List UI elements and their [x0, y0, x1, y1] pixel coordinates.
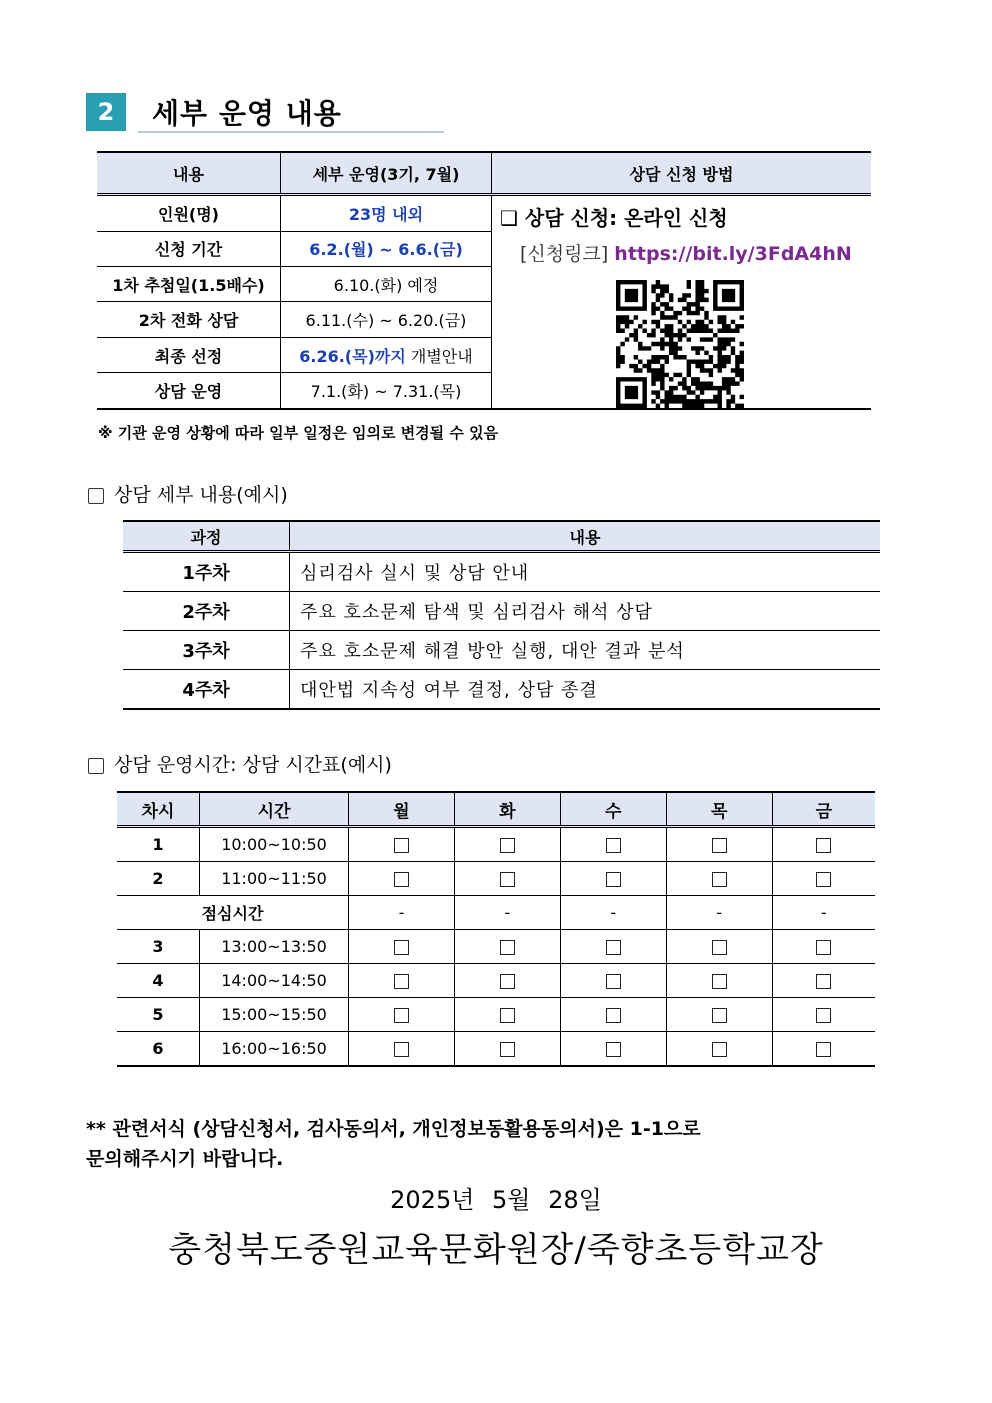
session-time: 14:00~14:50 — [200, 964, 349, 998]
details-header-stage: 과정 — [123, 521, 290, 552]
schedule-label: 신청 기간 — [97, 231, 281, 266]
checkbox[interactable] — [606, 872, 621, 887]
checkbox[interactable] — [394, 940, 409, 955]
session-time: 10:00~10:50 — [200, 827, 349, 862]
lunch-dash: - — [560, 896, 666, 930]
session-time: 11:00~11:50 — [200, 862, 349, 896]
schedule-value: 6.2.(월) ~ 6.6.(금) — [281, 231, 492, 266]
schedule-label: 최종 선정 — [97, 337, 281, 372]
section-number-badge: 2 — [86, 93, 126, 131]
forms-note-line: ** 관련서식 (상담신청서, 검사동의서, 개인정보동활용동의서)은 1-1으로 — [86, 1118, 701, 1140]
details-week: 3주차 — [123, 631, 290, 670]
timetable-header-fri: 금 — [772, 792, 875, 827]
checkbox[interactable] — [816, 872, 831, 887]
timetable-header-session: 차시 — [117, 792, 200, 827]
checkbox[interactable] — [394, 872, 409, 887]
checkbox[interactable] — [712, 1042, 727, 1057]
timetable-heading: 상담 운영시간: 상담 시간표(예시) — [114, 754, 392, 776]
timetable-header-mon: 월 — [349, 792, 455, 827]
details-content: 주요 호소문제 해결 방안 실행, 대안 결과 분석 — [290, 631, 881, 670]
checkbox[interactable] — [606, 838, 621, 853]
table-row — [117, 827, 875, 862]
lunch-dash: - — [454, 896, 560, 930]
forms-note — [86, 1110, 701, 1178]
schedule-note: ※ 기관 운영 상황에 따라 일부 일정은 임의로 변경될 수 있음 — [98, 424, 499, 442]
schedule-label: 인원(명) — [97, 195, 281, 232]
session-number: 3 — [117, 930, 200, 964]
apply-heading-line — [500, 202, 871, 231]
checkbox[interactable] — [712, 872, 727, 887]
schedule-table — [97, 151, 871, 410]
checkbox[interactable] — [500, 940, 515, 955]
details-table — [123, 520, 880, 710]
timetable-heading-line — [88, 750, 392, 777]
details-header-content: 내용 — [290, 521, 881, 552]
schedule-label: 상담 운영 — [97, 373, 281, 409]
bullet-icon: ❑ — [500, 206, 518, 230]
checkbox[interactable] — [816, 1008, 831, 1023]
lunch-label: 점심시간 — [117, 896, 349, 930]
table-row-lunch — [117, 896, 875, 930]
timetable-header-wed: 수 — [560, 792, 666, 827]
table-row — [123, 592, 880, 631]
checkbox[interactable] — [712, 974, 727, 989]
table-row — [123, 670, 880, 710]
details-content: 대안법 지속성 여부 결정, 상담 종결 — [290, 670, 881, 710]
checkbox[interactable] — [394, 838, 409, 853]
forms-note-line: 문의해주시기 바랍니다. — [86, 1148, 284, 1170]
checkbox[interactable] — [394, 974, 409, 989]
details-content: 주요 호소문제 탐색 및 심리검사 해석 상담 — [290, 592, 881, 631]
session-number: 1 — [117, 827, 200, 862]
checkbox[interactable] — [816, 940, 831, 955]
checkbox[interactable] — [816, 974, 831, 989]
schedule-value — [281, 337, 492, 372]
schedule-header-detail: 세부 운영(3기, 7월) — [281, 152, 492, 195]
apply-link-line — [520, 239, 871, 266]
table-row — [123, 552, 880, 592]
checkbox[interactable] — [816, 838, 831, 853]
checkbox[interactable] — [606, 974, 621, 989]
schedule-value: 6.11.(수) ~ 6.20.(금) — [281, 302, 492, 337]
timetable — [117, 791, 875, 1067]
schedule-value: 6.10.(화) 예정 — [281, 266, 492, 301]
table-row — [117, 1032, 875, 1067]
schedule-value: 23명 내외 — [281, 195, 492, 232]
table-row — [117, 862, 875, 896]
qr-code-icon[interactable] — [616, 280, 744, 408]
document-signer: 충청북도중원교육문화원장/죽향초등학교장 — [168, 1230, 824, 1270]
schedule-label: 1차 추첨일(1.5배수) — [97, 266, 281, 301]
checkbox[interactable] — [500, 1008, 515, 1023]
schedule-value-rest: 개별안내 — [405, 346, 473, 366]
checkbox[interactable] — [394, 1042, 409, 1057]
checkbox[interactable] — [500, 838, 515, 853]
schedule-value: 7.1.(화) ~ 7.31.(목) — [281, 373, 492, 409]
lunch-dash: - — [349, 896, 455, 930]
session-time: 15:00~15:50 — [200, 998, 349, 1032]
checkbox[interactable] — [816, 1042, 831, 1057]
checkbox[interactable] — [500, 974, 515, 989]
apply-link-url[interactable]: https://bit.ly/3FdA4hN — [614, 243, 852, 265]
session-number: 2 — [117, 862, 200, 896]
apply-link-label: [신청링크] — [520, 243, 609, 265]
table-row — [117, 964, 875, 998]
session-number: 5 — [117, 998, 200, 1032]
details-week: 4주차 — [123, 670, 290, 710]
apply-cell — [492, 195, 872, 410]
checkbox[interactable] — [606, 940, 621, 955]
table-row — [117, 998, 875, 1032]
schedule-label: 2차 전화 상담 — [97, 302, 281, 337]
timetable-header-thu: 목 — [666, 792, 772, 827]
session-number: 6 — [117, 1032, 200, 1067]
table-row — [123, 631, 880, 670]
checkbox[interactable] — [606, 1008, 621, 1023]
checkbox[interactable] — [712, 838, 727, 853]
checkbox[interactable] — [394, 1008, 409, 1023]
session-time: 13:00~13:50 — [200, 930, 349, 964]
checkbox-icon — [88, 488, 104, 504]
lunch-dash: - — [666, 896, 772, 930]
table-row — [117, 930, 875, 964]
section-title-underline — [138, 131, 444, 133]
schedule-header-apply: 상담 신청 방법 — [492, 152, 872, 195]
section-title: 세부 운영 내용 — [152, 97, 342, 130]
timetable-header-time: 시간 — [200, 792, 349, 827]
details-heading: 상담 세부 내용(예시) — [114, 484, 288, 506]
checkbox[interactable] — [500, 1042, 515, 1057]
checkbox[interactable] — [712, 1008, 727, 1023]
timetable-header-tue: 화 — [454, 792, 560, 827]
details-content: 심리검사 실시 및 상담 안내 — [290, 552, 881, 592]
details-heading-line — [88, 480, 288, 507]
session-time: 16:00~16:50 — [200, 1032, 349, 1067]
checkbox[interactable] — [712, 940, 727, 955]
lunch-dash: - — [772, 896, 875, 930]
document-date: 2025년 5월 28일 — [390, 1186, 602, 1214]
session-number: 4 — [117, 964, 200, 998]
checkbox[interactable] — [500, 872, 515, 887]
checkbox[interactable] — [606, 1042, 621, 1057]
schedule-value-emphasis: 6.26.(목)까지 — [299, 346, 406, 366]
checkbox-icon — [88, 758, 104, 774]
details-week: 1주차 — [123, 552, 290, 592]
schedule-header-content: 내용 — [97, 152, 281, 195]
details-week: 2주차 — [123, 592, 290, 631]
apply-heading: 상담 신청: 온라인 신청 — [524, 206, 728, 230]
